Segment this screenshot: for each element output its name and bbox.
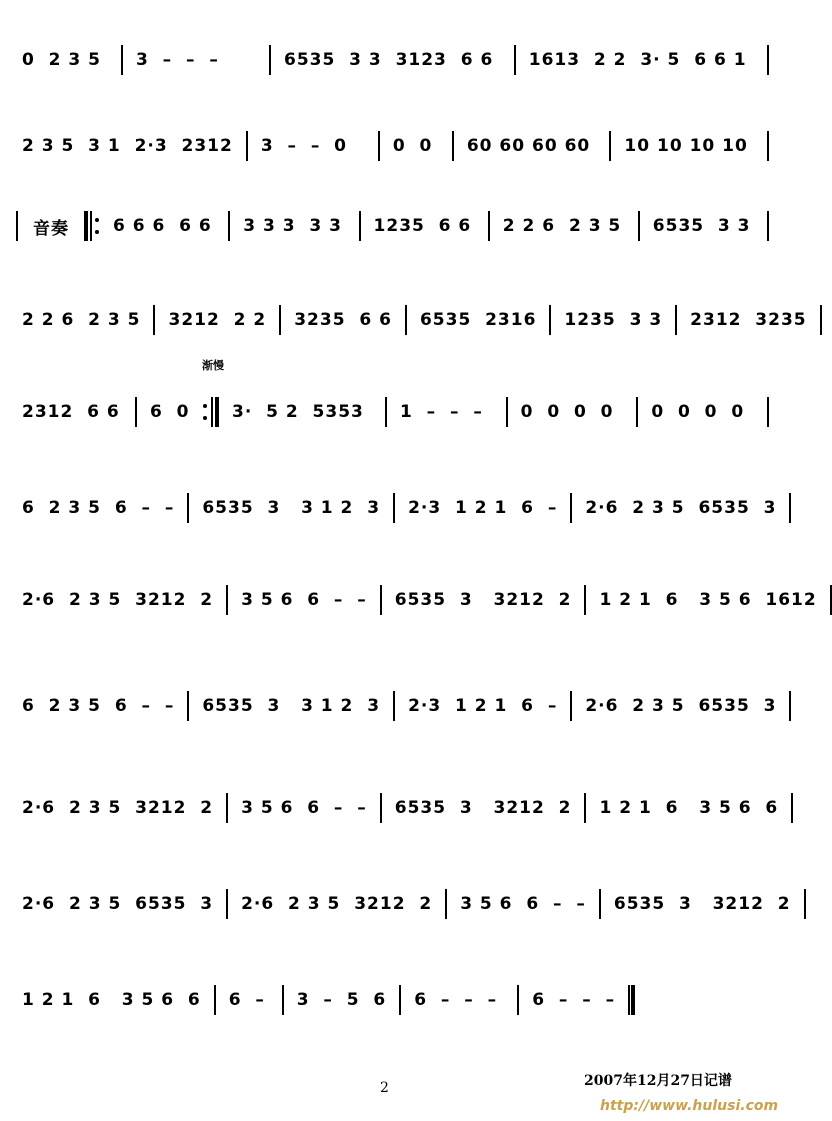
- measure: 6 2 3 5 6 – –: [22, 498, 175, 518]
- measure: 2 2 6 2 3 5: [22, 310, 141, 330]
- measure: 10 10 10 10: [624, 136, 748, 156]
- measure: 1 2 1 6 3 5 6 6: [22, 990, 201, 1010]
- barline: [359, 211, 361, 241]
- barline: [506, 397, 508, 427]
- score-line-4: [16, 300, 807, 340]
- barline: [214, 985, 216, 1015]
- barline: [269, 45, 271, 75]
- barline: [514, 45, 516, 75]
- measure: 2312 3235: [690, 310, 807, 330]
- measure: 2·6 2 3 5 6535 3: [585, 696, 777, 716]
- measure: 3 5 6 6 – –: [241, 798, 367, 818]
- measure: 1 2 1 6 3 5 6 6: [599, 798, 779, 818]
- barline: [378, 131, 380, 161]
- score-line-9: [16, 788, 779, 828]
- score-line-7: [16, 580, 817, 620]
- barline: [393, 691, 395, 721]
- barline: [830, 585, 832, 615]
- measure: 2·6 2 3 5 3212 2: [22, 798, 214, 818]
- barline: [599, 889, 601, 919]
- barline: [153, 305, 155, 335]
- measure: 0 0: [392, 136, 433, 156]
- barline: [820, 305, 822, 335]
- measure: 6535 3 3 1 2 3: [202, 498, 381, 518]
- barline: [279, 305, 281, 335]
- barline: [226, 793, 228, 823]
- measure: 3 5 6 6 – –: [241, 590, 367, 610]
- page-number: 2: [380, 1080, 389, 1096]
- measure: 2·3 1 2 1 6 –: [408, 498, 558, 518]
- measure: 6535 3 3212 2: [394, 798, 572, 818]
- measure: 60 60 60 60: [466, 136, 591, 156]
- barline: [399, 985, 401, 1015]
- measure: 2·3 1 2 1 6 –: [408, 696, 558, 716]
- score-line-8: [16, 686, 776, 726]
- measure: 1 – – –: [400, 402, 483, 422]
- barline: [584, 585, 586, 615]
- measure: 3 5 6 6 – –: [460, 894, 586, 914]
- barline: [636, 397, 638, 427]
- repeat-start-sign: [84, 211, 100, 241]
- measure: 0 0 0 0: [520, 402, 614, 422]
- measure: 3 – – –: [136, 50, 219, 70]
- transcription-date: 2007年12月27日记谱: [584, 1073, 732, 1089]
- measure: 6 2 3 5 6 – –: [22, 696, 175, 716]
- barline: [789, 493, 791, 523]
- measure: 2·6 2 3 5 6535 3: [585, 498, 777, 518]
- measure: 1 2 1 6 3 5 6 1612: [599, 590, 817, 610]
- measure: 6535 3 3212 2: [613, 894, 791, 914]
- score-line-2: [16, 126, 776, 166]
- barline: [385, 397, 387, 427]
- repeat-end-sign: [203, 397, 219, 427]
- final-barline: [628, 985, 635, 1015]
- measure: 6535 2316: [419, 310, 537, 330]
- measure: 1235 3 3: [564, 310, 663, 330]
- barline: [609, 131, 611, 161]
- measure: 0 0 0 0: [651, 402, 745, 422]
- score-line-3: [16, 206, 776, 246]
- measure: 2·6 2 3 5 3212 2: [22, 590, 214, 610]
- barline: [452, 131, 454, 161]
- barline: [187, 691, 189, 721]
- barline: [488, 211, 490, 241]
- measure: 3235 6 6: [294, 310, 392, 330]
- score-line-6: [16, 488, 776, 528]
- barline: [767, 131, 769, 161]
- barline: [445, 889, 447, 919]
- measure: 2·6 2 3 5 3212 2: [241, 894, 433, 914]
- barline: [393, 493, 395, 523]
- barline: [135, 397, 137, 427]
- score-line-5: [16, 392, 776, 432]
- measure: 2·6 2 3 5 6535 3: [22, 894, 214, 914]
- measure: 6 6 6 6 6: [113, 216, 212, 236]
- barline: [789, 691, 791, 721]
- barline: [570, 493, 572, 523]
- barline: [226, 585, 228, 615]
- measure: 3 3 3 3 3: [243, 216, 343, 236]
- barline: [16, 211, 18, 241]
- measure: 2312 6 6: [22, 402, 120, 422]
- measure: 6 – – –: [532, 990, 616, 1010]
- score-line-11: [16, 980, 616, 1020]
- measure: 2 3 5 3 1 2·3 2312: [22, 136, 233, 156]
- score-line-10: [16, 884, 791, 924]
- measure: 6535 3 3212 2: [394, 590, 572, 610]
- barline: [121, 45, 123, 75]
- measure: 6 0: [150, 402, 190, 422]
- measure: 2 2 6 2 3 5: [502, 216, 622, 236]
- barline: [767, 397, 769, 427]
- measure: 6535 3 3: [652, 216, 751, 236]
- barline: [226, 889, 228, 919]
- measure: 3· 5 2 5353: [232, 402, 364, 422]
- barline: [187, 493, 189, 523]
- barline: [767, 45, 769, 75]
- barline: [804, 889, 806, 919]
- barline: [549, 305, 551, 335]
- measure: 3 – 5 6: [296, 990, 387, 1010]
- barline: [638, 211, 640, 241]
- barline: [380, 793, 382, 823]
- barline: [570, 691, 572, 721]
- measure: 3 – – 0: [260, 136, 348, 156]
- barline: [791, 793, 793, 823]
- measure: 0 2 3 5: [22, 50, 101, 70]
- score-line-1: [16, 40, 776, 80]
- measure: 3212 2 2: [168, 310, 267, 330]
- barline: [228, 211, 230, 241]
- measure: 6535 3 3 3123 6 6: [284, 50, 494, 70]
- measure: 6535 3 3 1 2 3: [202, 696, 381, 716]
- measure: 6 – – –: [414, 990, 498, 1010]
- barline: [380, 585, 382, 615]
- barline: [246, 131, 248, 161]
- barline: [517, 985, 519, 1015]
- tempo-marking: 渐慢: [202, 359, 224, 372]
- measure: 1235 6 6: [373, 216, 472, 236]
- barline: [405, 305, 407, 335]
- measure: 1613 2 2 3· 5 6 6 1: [528, 50, 747, 70]
- measure: 6 –: [228, 990, 265, 1010]
- barline: [584, 793, 586, 823]
- section-label: 音奏: [33, 218, 69, 239]
- barline: [675, 305, 677, 335]
- barline: [282, 985, 284, 1015]
- barline: [767, 211, 769, 241]
- watermark-url: http://www.hulusi.com: [600, 1098, 779, 1114]
